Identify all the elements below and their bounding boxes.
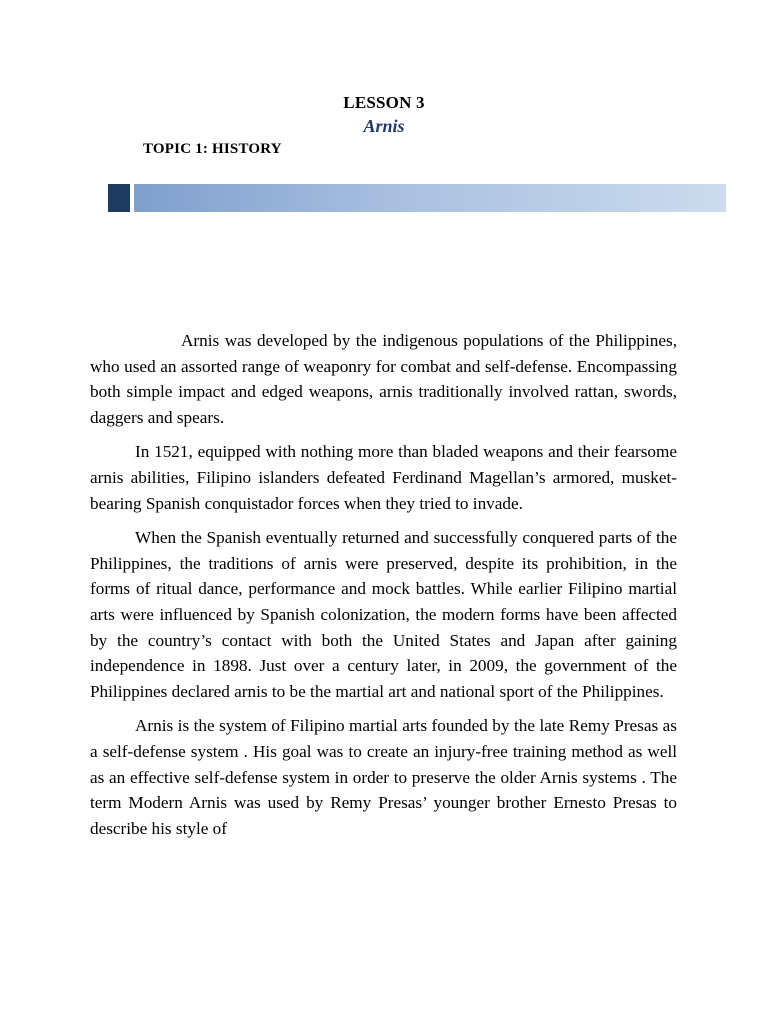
band-square — [108, 184, 130, 212]
topic-heading: TOPIC 1: HISTORY — [143, 141, 282, 157]
decorative-header-band — [108, 184, 726, 212]
paragraph-2: In 1521, equipped with nothing more than bladed weapons and their fearsome arnis abilities, Filipino islanders defeated Ferdinand Magellan’s armored, musket-bearing Spanish conquistador forces when they tried to invade. — [90, 442, 677, 513]
paragraph-3: When the Spanish eventually returned and successfully conquered parts of the Philippines, the traditions of arnis were preserved, despite its prohibition, in the forms of ritual dance, performance and mock battles. While earlier Filipino martial arts were influenced by Spanish colonization, the modern forms have been affected by the country’s contact with both the United States and Japan after gaining independence in 1898. Just over a century later, in 2009, the government of the Philippines declared arnis to be the martial art and national sport of the Philippines. — [90, 528, 677, 701]
lesson-subject: Arnis — [363, 116, 405, 136]
band-gradient-bar — [134, 184, 726, 212]
paragraph-4: Arnis is the system of Filipino martial arts founded by the late Remy Presas as a self-defense system . His goal was to create an injury-free training method as well as an effective self-defense system in order to preserve the older Arnis systems . The term Modern Arnis was used by Remy Presas’ younger brother Ernesto Presas to describe his style of — [90, 716, 677, 838]
body-text — [90, 328, 677, 850]
lesson-title: LESSON 3 — [343, 93, 425, 112]
paragraph-1: Arnis was developed by the indigenous populations of the Philippines, who used an assorted range of weaponry for combat and self-defense. Encompassing both simple impact and edged weapons, arnis traditionally involved rattan, swords, daggers and spears. — [90, 331, 677, 427]
